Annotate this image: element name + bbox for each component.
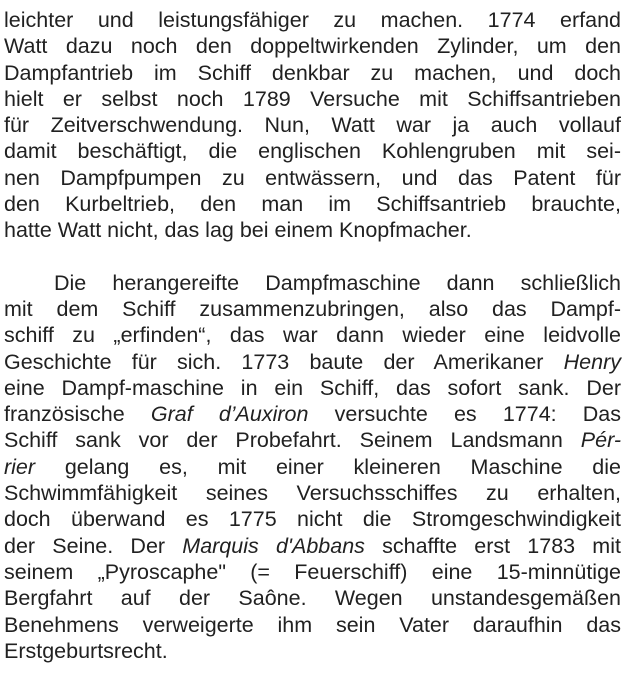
text-segment: Die herangereifte Dampfmaschine dann schließlich	[54, 270, 621, 295]
text-line	[4, 585, 621, 611]
text-segment: hielt er selbst noch 1789 Versuche mit Schiffsantrieben	[4, 86, 621, 111]
text-segment: den Kurbeltrieb, den man im Schiffsantrieb brauchte,	[4, 192, 621, 217]
text-line	[4, 138, 621, 164]
text-segment: Bergfahrt auf der Saône. Wegen unstandesgemäßen	[4, 586, 621, 611]
text-line	[4, 612, 621, 638]
text-line	[4, 401, 621, 427]
text-segment: schaffte erst 1783 mit	[364, 533, 621, 558]
text-line	[4, 165, 621, 191]
text-line	[4, 322, 621, 348]
text-line	[4, 270, 621, 296]
text-line	[4, 60, 621, 86]
text-segment: der Seine. Der	[4, 533, 183, 558]
text-segment: Watt dazu noch den doppeltwirkenden Zylinder, um den	[4, 34, 621, 59]
text-segment: Benehmens verweigerte ihm sein Vater daraufhin das	[4, 612, 621, 637]
text-segment: Dampfantrieb im Schiff denkbar zu machen, und doch	[4, 60, 621, 85]
text-segment: Erstgeburtsrecht.	[4, 638, 168, 663]
italic-text-segment: Henry	[563, 349, 621, 374]
text-line	[4, 375, 621, 401]
italic-text-segment: Graf d’Auxiron	[150, 402, 309, 427]
text-segment: versuchte es 1774: Das	[308, 402, 622, 427]
text-line	[4, 217, 621, 243]
text-line	[4, 533, 621, 559]
text-segment: hatte Watt nicht, das lag bei einem Knopfmacher.	[4, 218, 472, 243]
text-segment: Schwimmfähigkeit seines Versuchsschiffes zu erhalten,	[4, 481, 621, 506]
paragraph	[4, 7, 621, 244]
text-segment: für Zeitverschwendung. Nun, Watt war ja auch vollauf	[4, 113, 621, 138]
text-line	[4, 191, 621, 217]
text-segment: seinem „Pyroscaphe" (= Feuerschiff) eine 15-minnütige	[4, 559, 621, 584]
text-segment: damit beschäftigt, die englischen Kohlengruben mit sei-	[4, 139, 621, 164]
text-line	[4, 86, 621, 112]
text-line	[4, 427, 621, 453]
italic-text-segment: Pér-	[580, 428, 621, 453]
text-line	[4, 638, 621, 664]
text-segment: doch überwand es 1775 nicht die Stromgeschwindigkeit	[4, 507, 621, 532]
text-segment: Schiff sank vor der Probefahrt. Seinem Landsmann	[4, 428, 581, 453]
text-line	[4, 559, 621, 585]
italic-text-segment: Marquis d'Abbans	[182, 533, 365, 558]
text-line	[4, 480, 621, 506]
text-segment: leichter und leistungsfähiger zu machen. 1774 erfand	[4, 8, 621, 32]
text-line	[4, 349, 621, 375]
text-segment: gelang es, mit einer kleineren Maschine die	[35, 454, 621, 479]
text-line	[4, 7, 621, 33]
text-line	[4, 506, 621, 532]
text-segment: schiff zu „erfinden“, das war dann wieder eine leidvolle	[4, 323, 621, 348]
document-text	[4, 7, 621, 664]
text-segment: französische	[4, 402, 151, 427]
text-line	[4, 112, 621, 138]
text-line	[4, 454, 621, 480]
text-segment: nen Dampfpumpen zu entwässern, und das Patent für	[4, 165, 621, 190]
text-line	[4, 296, 621, 322]
text-line	[4, 33, 621, 59]
paragraph	[4, 270, 621, 664]
text-segment: mit dem Schiff zusammenzubringen, also das Dampf-	[4, 296, 621, 321]
text-segment: eine Dampf-maschine in ein Schiff, das sofort sank. Der	[4, 375, 621, 400]
text-segment: Geschichte für sich. 1773 baute der Amerikaner	[4, 349, 564, 374]
italic-text-segment: rier	[4, 454, 36, 479]
